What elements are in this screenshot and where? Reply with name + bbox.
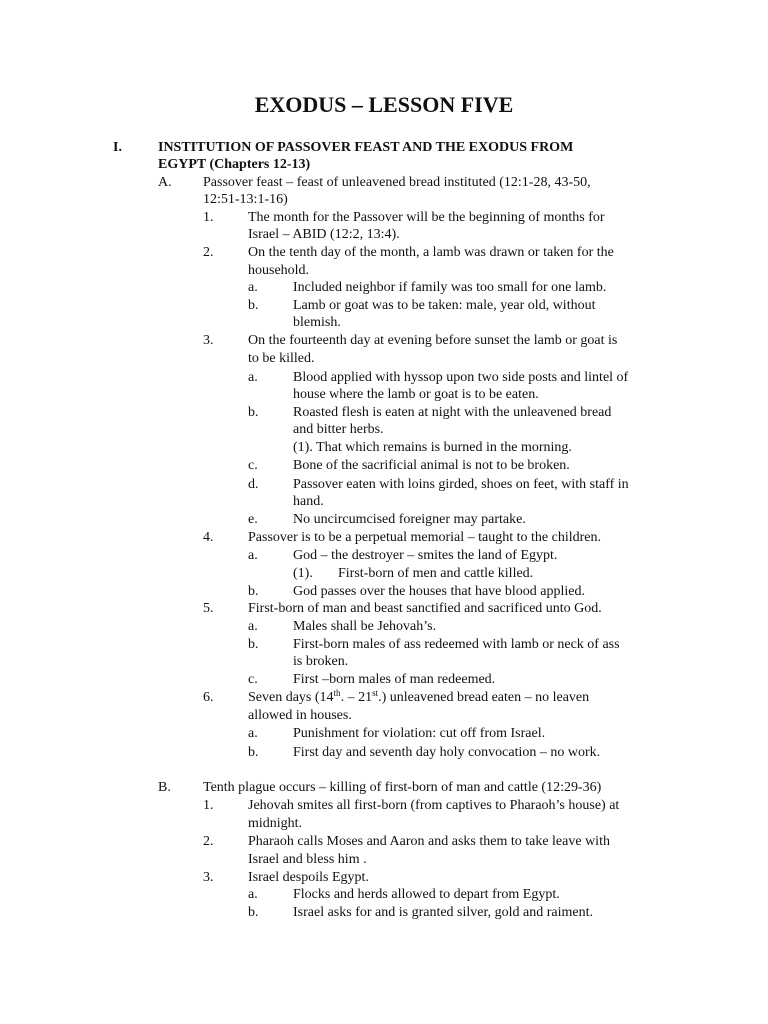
outline-text: God – the destroyer – smites the land of Egypt. — [293, 548, 558, 563]
outline-text: Flocks and herds allowed to depart from Egypt. — [293, 887, 560, 902]
text-fragment: Seven days (14 — [248, 690, 334, 705]
outline-marker: A. — [158, 175, 172, 190]
outline-text: Punishment for violation: cut off from Israel. — [293, 726, 546, 741]
outline-marker: e. — [248, 512, 258, 527]
superscript: th — [333, 688, 341, 698]
outline-text-cont: Israel – ABID (12:2, 13:4). — [248, 227, 400, 242]
outline-text: Roasted flesh is eaten at night with the unleavened bread — [293, 405, 612, 420]
outline-text: First day and seventh day holy convocation – no work. — [293, 745, 601, 760]
outline-marker: a. — [248, 280, 258, 295]
outline-marker: (1). — [293, 566, 313, 581]
text-fragment: .) unleavened bread eaten – no leaven — [378, 690, 590, 705]
outline-text: Lamb or goat was to be taken: male, year old, without — [293, 298, 596, 313]
outline-text: First-born males of ass redeemed with lamb or neck of ass — [293, 637, 620, 652]
outline-subitem: (1). That which remains is burned in the morning. — [293, 440, 572, 455]
outline-marker: a. — [248, 548, 258, 563]
outline-text-cont: household. — [248, 263, 310, 278]
outline-marker: a. — [248, 370, 258, 385]
outline-marker: B. — [158, 780, 171, 795]
outline-marker: b. — [248, 637, 259, 652]
outline-subitem: First-born of men and cattle killed. — [338, 566, 534, 581]
outline-text-cont: house where the lamb or goat is to be eaten. — [293, 387, 539, 402]
outline-text: God passes over the houses that have blood applied. — [293, 584, 585, 599]
outline-text: On the fourteenth day at evening before sunset the lamb or goat is — [248, 333, 618, 348]
outline-marker: d. — [248, 477, 259, 492]
outline-text: Israel asks for and is granted silver, gold and raiment. — [293, 905, 593, 920]
outline-marker: 3. — [203, 333, 214, 348]
outline-text-cont: midnight. — [248, 816, 303, 831]
outline-text: Passover eaten with loins girded, shoes on feet, with staff in — [293, 477, 629, 492]
outline-marker: a. — [248, 726, 258, 741]
outline-text-cont: Israel and bless him . — [248, 852, 367, 867]
outline-text: Passover feast – feast of unleavened bread instituted (12:1-28, 43-50, — [203, 175, 591, 190]
outline-marker: 3. — [203, 870, 214, 885]
outline-marker: a. — [248, 619, 258, 634]
outline-text-cont: 12:51-13:1-16) — [203, 192, 288, 207]
outline-text: No uncircumcised foreigner may partake. — [293, 512, 526, 527]
outline-text: Included neighbor if family was too small for one lamb. — [293, 280, 607, 295]
outline-text-cont: blemish. — [293, 315, 341, 330]
outline-text: Pharaoh calls Moses and Aaron and asks them to take leave with — [248, 834, 610, 849]
outline-marker: 5. — [203, 601, 214, 616]
outline-text: Blood applied with hyssop upon two side posts and lintel of — [293, 370, 629, 385]
outline-marker: c. — [248, 458, 258, 473]
outline-marker: b. — [248, 405, 259, 420]
outline-marker: 1. — [203, 210, 214, 225]
outline-marker: 2. — [203, 245, 214, 260]
outline-text: First –born males of man redeemed. — [293, 672, 496, 687]
outline-marker: b. — [248, 745, 259, 760]
outline-text: The month for the Passover will be the beginning of months for — [248, 210, 605, 225]
section-heading-cont: EGYPT (Chapters 12-13) — [158, 157, 311, 172]
outline-text-cont: is broken. — [293, 654, 349, 669]
outline-marker: b. — [248, 298, 259, 313]
outline-text: First-born of man and beast sanctified and sacrificed unto God. — [248, 601, 602, 616]
outline-marker: 1. — [203, 798, 214, 813]
outline-marker: 6. — [203, 690, 214, 705]
section-marker: I. — [113, 140, 122, 155]
outline-text: Bone of the sacrificial animal is not to be broken. — [293, 458, 570, 473]
section-heading: INSTITUTION OF PASSOVER FEAST AND THE EXODUS FROM — [158, 140, 574, 155]
outline-text: Passover is to be a perpetual memorial – taught to the children. — [248, 530, 602, 545]
outline-text-cont: allowed in houses. — [248, 708, 352, 723]
outline-marker: 2. — [203, 834, 214, 849]
outline-marker: b. — [248, 905, 259, 920]
outline-marker: 4. — [203, 530, 214, 545]
outline-text-cont: hand. — [293, 494, 324, 509]
outline-text: On the tenth day of the month, a lamb was drawn or taken for the — [248, 245, 614, 260]
outline-text: Males shall be Jehovah’s. — [293, 619, 437, 634]
outline-marker: b. — [248, 584, 259, 599]
outline-text — [248, 689, 589, 706]
outline-text-cont: and bitter herbs. — [293, 422, 384, 437]
outline-text: Tenth plague occurs – killing of first-born of man and cattle (12:29-36) — [203, 780, 602, 795]
outline-marker: c. — [248, 672, 258, 687]
outline-text: Israel despoils Egypt. — [248, 870, 369, 885]
page-title: EXODUS – LESSON FIVE — [254, 92, 514, 117]
superscript: st — [372, 688, 379, 698]
text-fragment: . – 21 — [340, 690, 373, 705]
outline-marker: a. — [248, 887, 258, 902]
outline-text: Jehovah smites all first-born (from captives to Pharaoh’s house) at — [248, 798, 620, 813]
outline-text-cont: to be killed. — [248, 351, 315, 366]
